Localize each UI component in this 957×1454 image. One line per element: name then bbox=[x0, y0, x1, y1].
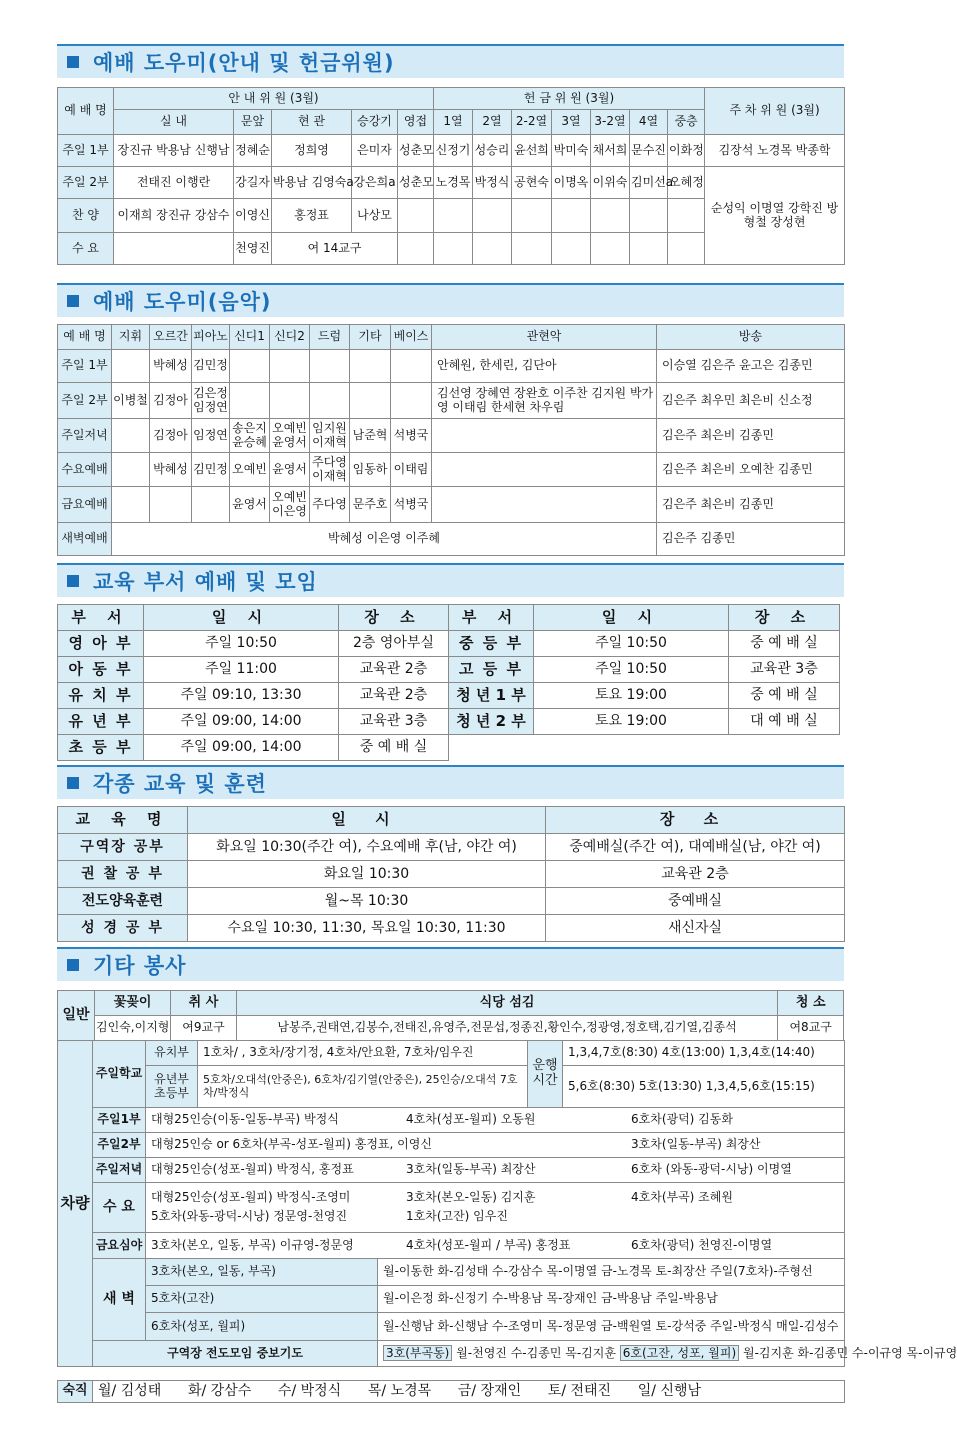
cell: 오예빈 윤영서 bbox=[270, 419, 310, 453]
cell-part: 대형25인승(성포-월피) 박정식-조영미 bbox=[151, 1190, 351, 1205]
cell: 김은주 김종민 bbox=[657, 523, 845, 556]
row-label: 청 년 2 부 bbox=[449, 709, 534, 735]
cell: 김미선a bbox=[630, 167, 668, 199]
cell: 1호차/ , 3호차/장기정, 4호차/안요환, 7호차/임우진 bbox=[198, 1041, 528, 1066]
table-row bbox=[58, 383, 845, 419]
cell-part: 월-천영진 수-김종민 목-김지훈 bbox=[456, 1345, 616, 1360]
row-label: 수요예배 bbox=[58, 453, 112, 487]
table-row bbox=[58, 861, 845, 888]
cell: 이태림 bbox=[391, 453, 432, 487]
cell: 교육관 2층 bbox=[546, 861, 845, 888]
cell: 성춘모 bbox=[398, 135, 434, 167]
cell-part: 6호차(광덕) 김동화 bbox=[631, 1112, 733, 1127]
col-header: 장 소 bbox=[546, 807, 845, 834]
row-label: 주일2부 bbox=[93, 1133, 146, 1158]
cell: 송은지 윤승혜 bbox=[230, 419, 270, 453]
usher-table bbox=[57, 87, 844, 265]
cell bbox=[146, 1133, 845, 1158]
table-row bbox=[58, 1313, 845, 1341]
col-header: 일 시 bbox=[534, 605, 729, 631]
sub-header: 3열 bbox=[552, 110, 591, 135]
section-header-training bbox=[57, 765, 844, 799]
cell: 5,6호(8:30) 5호(13:30) 1,3,4,5,6호(15:15) bbox=[563, 1066, 845, 1108]
section-title: 교육 부서 예배 및 모임 bbox=[93, 570, 318, 594]
cell: 김은주 최은비 김종민 bbox=[657, 419, 845, 453]
table-row bbox=[58, 1381, 845, 1403]
table-row bbox=[58, 167, 845, 199]
col-offer: 헌 금 위 원 (3월) bbox=[434, 88, 705, 110]
row-label: 금요심야 bbox=[93, 1233, 146, 1259]
cell: 오혜정 bbox=[668, 167, 705, 199]
cell: 5호차(고잔) bbox=[146, 1286, 378, 1313]
cell: 남봉주,권태연,김봉수,전태진,유영주,전문섭,정종진,황인수,정광영,정호택,김기열,김종석 bbox=[236, 1016, 778, 1041]
cell: 교육관 2층 bbox=[339, 657, 449, 683]
table-row bbox=[58, 888, 845, 915]
cell: 김민정 bbox=[192, 350, 230, 383]
row-label: 주일1부 bbox=[93, 1108, 146, 1133]
cell: 주일 11:00 bbox=[144, 657, 339, 683]
cell-part: 6호차(광덕) 천영진-이명열 bbox=[631, 1237, 773, 1252]
square-bullet-icon bbox=[67, 56, 79, 68]
cell-part: 5호차(와동-광덕-시낭) 정문영-천영진 bbox=[151, 1209, 348, 1223]
cell: 강은희a bbox=[352, 167, 398, 199]
cell: 대 예 배 실 bbox=[729, 709, 840, 735]
cell: 토요 19:00 bbox=[534, 683, 729, 709]
table-row bbox=[58, 1183, 845, 1233]
cell: 박정식 bbox=[473, 167, 512, 199]
cell: 주다영 이재혁 bbox=[310, 453, 350, 487]
cell: 박혜성 이은영 이주혜 bbox=[112, 523, 657, 556]
sub-header: 현 관 bbox=[272, 110, 352, 135]
cell: 박혜성 bbox=[150, 453, 192, 487]
table-row bbox=[58, 631, 840, 657]
cell: 주다영 bbox=[310, 487, 350, 523]
section-header-service bbox=[57, 947, 844, 981]
row-label: 수 요 bbox=[58, 233, 114, 265]
cell-part: 3호차(본오, 일동, 부곡) 이규영-정문영 bbox=[151, 1237, 354, 1252]
section-title: 기타 봉사 bbox=[93, 954, 187, 978]
cell: 김은주 최은비 오예찬 김종민 bbox=[657, 453, 845, 487]
cell: 김정아 bbox=[150, 419, 192, 453]
sub-header: 문앞 bbox=[234, 110, 272, 135]
cell: 순성익 이명열 강학진 방형철 장성현 bbox=[705, 167, 845, 265]
row-label: 유 년 부 bbox=[58, 709, 144, 735]
cell: 중예배실(주간 여), 대예배실(남, 야간 여) bbox=[546, 834, 845, 861]
cell: 3호차(본오, 일동, 부곡) bbox=[146, 1259, 378, 1286]
cell: 2층 영아부실 bbox=[339, 631, 449, 657]
cell-part: 대형25인승 or 6호차(부곡-성포-월피) 홍정표, 이영신 bbox=[151, 1137, 432, 1152]
cell: 1,3,4,7호(8:30) 4호(13:00) 1,3,4호(14:40) bbox=[563, 1041, 845, 1066]
table-row bbox=[58, 683, 840, 709]
row-label: 초 등 부 bbox=[58, 735, 144, 761]
row-label: 고 등 부 bbox=[449, 657, 534, 683]
col-header: 일 시 bbox=[144, 605, 339, 631]
cell: 윤선희 bbox=[512, 135, 552, 167]
cell: 노경목 bbox=[434, 167, 473, 199]
cell: 여 14교구 bbox=[272, 233, 398, 265]
cell: 여8교구 bbox=[778, 1016, 844, 1041]
cell: 주일 10:50 bbox=[534, 631, 729, 657]
table-row bbox=[58, 834, 845, 861]
cell: 석병국 bbox=[391, 487, 432, 523]
row-label: 숙직 bbox=[58, 1381, 93, 1403]
col-header: 관현악 bbox=[432, 325, 657, 350]
cell: 토요 19:00 bbox=[534, 709, 729, 735]
cell: 월-이은정 화-신정기 수-박용남 목-장재인 금-박용남 주일-박용남 bbox=[378, 1286, 845, 1313]
cell: 교육관 2층 bbox=[339, 683, 449, 709]
col-header: 지휘 bbox=[112, 325, 150, 350]
cell: 주일 09:00, 14:00 bbox=[144, 709, 339, 735]
cell: 중 예 배 실 bbox=[339, 735, 449, 761]
row-label: 청 년 1 부 bbox=[449, 683, 534, 709]
cell: 윤영서 bbox=[270, 453, 310, 487]
col-header: 장 소 bbox=[729, 605, 840, 631]
col-header: 부 서 bbox=[58, 605, 144, 631]
section-title: 예배 도우미(안내 및 헌금위원) bbox=[93, 51, 395, 75]
cell: 안혜원, 한세린, 김단아 bbox=[432, 350, 657, 383]
row-label: 전도양육훈련 bbox=[58, 888, 188, 915]
col-header: 일 시 bbox=[188, 807, 546, 834]
col-header: 취 사 bbox=[171, 991, 237, 1016]
cell bbox=[146, 1108, 845, 1133]
cell: 박혜성 bbox=[150, 350, 192, 383]
cell bbox=[146, 1233, 845, 1259]
cell: 전태진 이행란 bbox=[114, 167, 234, 199]
row-label: 차량 bbox=[58, 1041, 93, 1367]
cell: 오예빈 bbox=[230, 453, 270, 487]
sub-header: 2-2열 bbox=[512, 110, 552, 135]
row-label: 주일학교 bbox=[93, 1041, 146, 1108]
col-header: 교 육 명 bbox=[58, 807, 188, 834]
table-row bbox=[58, 1259, 845, 1286]
table-row bbox=[58, 350, 845, 383]
col-guide: 안 내 위 원 (3월) bbox=[114, 88, 434, 110]
cell: 윤영서 bbox=[230, 487, 270, 523]
row-label: 찬 양 bbox=[58, 199, 114, 233]
cell: 천영진 bbox=[234, 233, 272, 265]
section-title: 각종 교육 및 훈련 bbox=[93, 772, 267, 796]
table-row bbox=[58, 419, 845, 453]
col-header: 꽃꽂이 bbox=[95, 991, 171, 1016]
row-label: 주일저녁 bbox=[58, 419, 112, 453]
vehicle-table bbox=[57, 1040, 957, 1367]
cell: 정혜순 bbox=[234, 135, 272, 167]
row-label: 새벽예배 bbox=[58, 523, 112, 556]
cell: 성승리 bbox=[473, 135, 512, 167]
cell-part: 1호차(고잔) 임우진 bbox=[406, 1209, 508, 1223]
night-duty-table bbox=[57, 1380, 844, 1403]
table-row bbox=[58, 1016, 844, 1041]
square-bullet-icon bbox=[67, 959, 79, 971]
col-header: 피아노 bbox=[192, 325, 230, 350]
col-header: 기타 bbox=[350, 325, 391, 350]
cell: 임동하 bbox=[350, 453, 391, 487]
col-header: 신디1 bbox=[230, 325, 270, 350]
cell-part: 4호차(부곡) 조혜원 bbox=[631, 1190, 733, 1205]
square-bullet-icon bbox=[67, 777, 79, 789]
col-header: 오르간 bbox=[150, 325, 192, 350]
cell: 김선영 장혜연 장완호 이주찬 김지원 박가영 이태림 한세현 차우림 bbox=[432, 383, 657, 419]
sub-header: 영접 bbox=[398, 110, 434, 135]
table-row bbox=[58, 453, 845, 487]
cell: 박용남 김영숙a bbox=[272, 167, 352, 199]
table-row bbox=[58, 1108, 845, 1133]
cell-part: 3호차(본오-일동) 김지훈 bbox=[406, 1190, 536, 1205]
row-label: 주일 2부 bbox=[58, 383, 112, 419]
row-label: 구역장 공부 bbox=[58, 834, 188, 861]
sub-header: 중층 bbox=[668, 110, 705, 135]
row-label: 주일 2부 bbox=[58, 167, 114, 199]
cell: 이재희 장진규 강삼수 bbox=[114, 199, 234, 233]
cell: 임정연 bbox=[192, 419, 230, 453]
cell: 여9교구 bbox=[171, 1016, 237, 1041]
cell: 운행 시간 bbox=[528, 1041, 563, 1108]
cell-part: 6호(고잔, 성포, 월피) bbox=[620, 1345, 739, 1361]
table-row bbox=[58, 135, 845, 167]
row-label: 구역장 전도모임 중보기도 bbox=[93, 1341, 378, 1367]
training-table bbox=[57, 806, 844, 942]
cell-part: 4호차(성포-월피 / 부곡) 홍정표 bbox=[406, 1237, 571, 1252]
cell: 나상모 bbox=[352, 199, 398, 233]
cell: 중 예 배 실 bbox=[729, 683, 840, 709]
cell-part: 3호(부곡동) bbox=[383, 1345, 452, 1361]
cell: 김은정 임정연 bbox=[192, 383, 230, 419]
row-label: 주일저녁 bbox=[93, 1158, 146, 1183]
row-label: 영 아 부 bbox=[58, 631, 144, 657]
section-header-music bbox=[57, 283, 844, 317]
col-header: 예 배 명 bbox=[58, 325, 112, 350]
table-row bbox=[58, 915, 845, 942]
cell: 주일 09:10, 13:30 bbox=[144, 683, 339, 709]
cell: 이위숙 bbox=[591, 167, 630, 199]
cell: 남준혁 bbox=[350, 419, 391, 453]
sub-header: 2열 bbox=[473, 110, 512, 135]
cell: 유치부 bbox=[146, 1041, 198, 1066]
row-label: 주일 1부 bbox=[58, 135, 114, 167]
sub-header: 실 내 bbox=[114, 110, 234, 135]
cell-part: 3호차(일동-부곡) 최장산 bbox=[406, 1162, 536, 1177]
cell: 은미자 bbox=[352, 135, 398, 167]
table-row bbox=[58, 709, 840, 735]
music-table bbox=[57, 324, 844, 556]
cell: 김장석 노경목 박종학 bbox=[705, 135, 845, 167]
row-label: 새 벽 bbox=[93, 1259, 146, 1341]
cell: 주일 10:50 bbox=[144, 631, 339, 657]
cell: 교육관 3층 bbox=[339, 709, 449, 735]
row-label: 권 찰 공 부 bbox=[58, 861, 188, 888]
cell: 정희영 bbox=[272, 135, 352, 167]
section-header-education bbox=[57, 563, 844, 597]
col-name: 예 배 명 bbox=[58, 88, 114, 135]
cell: 주일 09:00, 14:00 bbox=[144, 735, 339, 761]
cell: 문수진 bbox=[630, 135, 668, 167]
general-service-table bbox=[57, 990, 844, 1041]
education-table bbox=[57, 604, 839, 761]
col-header: 식당 섬김 bbox=[236, 991, 778, 1016]
col-header: 베이스 bbox=[391, 325, 432, 350]
cell: 화요일 10:30(주간 여), 수요예배 후(남, 야간 여) bbox=[188, 834, 546, 861]
cell: 박미숙 bbox=[552, 135, 591, 167]
cell: 공현숙 bbox=[512, 167, 552, 199]
table-row bbox=[58, 735, 840, 761]
cell: 주일 10:50 bbox=[534, 657, 729, 683]
cell: 월/ 김성태 화/ 강삼수 수/ 박정식 목/ 노경목 금/ 장재인 토/ 전태진 일/ 신행남 bbox=[93, 1381, 845, 1403]
cell-part: 3호차(일동-부곡) 최장산 bbox=[631, 1137, 761, 1152]
cell: 새신자실 bbox=[546, 915, 845, 942]
cell: 김은주 최우민 최은비 신소정 bbox=[657, 383, 845, 419]
cell: 월-이동한 화-김성태 수-강삼수 목-이명열 금-노경목 토-최장산 주일(7호차)-주형선 bbox=[378, 1259, 845, 1286]
row-label: 아 동 부 bbox=[58, 657, 144, 683]
square-bullet-icon bbox=[67, 575, 79, 587]
row-label: 주일 1부 bbox=[58, 350, 112, 383]
cell-part: 대형25인승(성포-월피) 박정식, 홍정표 bbox=[151, 1162, 354, 1177]
cell: 홍정표 bbox=[272, 199, 352, 233]
cell bbox=[146, 1158, 845, 1183]
row-label: 중 등 부 bbox=[449, 631, 534, 657]
square-bullet-icon bbox=[67, 295, 79, 307]
cell bbox=[146, 1183, 845, 1233]
cell-part: 6호차 (와동-광덕-시낭) 이명열 bbox=[631, 1162, 792, 1177]
col-header: 신디2 bbox=[270, 325, 310, 350]
cell: 임지원 이재혁 bbox=[310, 419, 350, 453]
sub-header: 승강기 bbox=[352, 110, 398, 135]
table-row bbox=[58, 1341, 845, 1367]
cell: 중예배실 bbox=[546, 888, 845, 915]
row-label: 금요예배 bbox=[58, 487, 112, 523]
cell: 이화정 bbox=[668, 135, 705, 167]
sub-header: 3-2열 bbox=[591, 110, 630, 135]
table-row bbox=[58, 1133, 845, 1158]
sub-header: 1열 bbox=[434, 110, 473, 135]
cell: 석병국 bbox=[391, 419, 432, 453]
col-header: 청 소 bbox=[778, 991, 844, 1016]
cell-part: 4호차(성포-월피) 오동원 bbox=[406, 1112, 536, 1127]
cell: 김정아 bbox=[150, 383, 192, 419]
col-header: 장 소 bbox=[339, 605, 449, 631]
row-label: 유 치 부 bbox=[58, 683, 144, 709]
cell: 채서희 bbox=[591, 135, 630, 167]
cell: 김민정 bbox=[192, 453, 230, 487]
sub-header: 4열 bbox=[630, 110, 668, 135]
cell: 성춘모 bbox=[398, 167, 434, 199]
table-row bbox=[58, 1158, 845, 1183]
cell-part: 월-김지훈 화-김종민 수-이규영 목-이규영 bbox=[743, 1345, 957, 1360]
cell: 문주호 bbox=[350, 487, 391, 523]
col-header: 부 서 bbox=[449, 605, 534, 631]
col-park: 주 차 위 원 (3월) bbox=[705, 88, 845, 135]
cell: 월-신행남 화-신행남 수-조영미 목-정문영 금-백원열 토-강석중 주일-박정식 매일-김성수 bbox=[378, 1313, 845, 1341]
table-row bbox=[58, 657, 840, 683]
cell: 교육관 3층 bbox=[729, 657, 840, 683]
cell: 수요일 10:30, 11:30, 목요일 10:30, 11:30 bbox=[188, 915, 546, 942]
cell: 오예빈 이은영 bbox=[270, 487, 310, 523]
row-label: 수 요 bbox=[93, 1183, 146, 1233]
cell: 강길자 bbox=[234, 167, 272, 199]
row-label: 성 경 공 부 bbox=[58, 915, 188, 942]
table-row bbox=[58, 1233, 845, 1259]
cell: 중 예 배 실 bbox=[729, 631, 840, 657]
cell: 신정기 bbox=[434, 135, 473, 167]
cell: 유년부 초등부 bbox=[146, 1066, 198, 1108]
col-header: 방송 bbox=[657, 325, 845, 350]
cell: 이명옥 bbox=[552, 167, 591, 199]
row-label: 일반 bbox=[58, 991, 95, 1041]
table-row bbox=[58, 1286, 845, 1313]
cell: 6호차(성포, 월피) bbox=[146, 1313, 378, 1341]
cell: 이승열 김은주 윤고은 김종민 bbox=[657, 350, 845, 383]
section-title: 예배 도우미(음악) bbox=[93, 290, 272, 314]
table-row bbox=[58, 523, 845, 556]
cell: 월~목 10:30 bbox=[188, 888, 546, 915]
cell-part: 대형25인승(이동-일동-부곡) 박정식 bbox=[151, 1112, 339, 1127]
cell: 김은주 최은비 김종민 bbox=[657, 487, 845, 523]
cell: 장진규 박용남 신행남 bbox=[114, 135, 234, 167]
cell: 이영신 bbox=[234, 199, 272, 233]
cell: 이병철 bbox=[112, 383, 150, 419]
section-header-usher bbox=[57, 44, 844, 78]
cell: 화요일 10:30 bbox=[188, 861, 546, 888]
table-row bbox=[58, 487, 845, 523]
cell bbox=[378, 1341, 957, 1367]
cell: 김인숙,이지형 bbox=[95, 1016, 171, 1041]
col-header: 드럼 bbox=[310, 325, 350, 350]
cell: 5호차/오대석(안중은), 6호차/김기열(안중은), 25인승/오대석 7호차/박정식 bbox=[198, 1066, 528, 1108]
